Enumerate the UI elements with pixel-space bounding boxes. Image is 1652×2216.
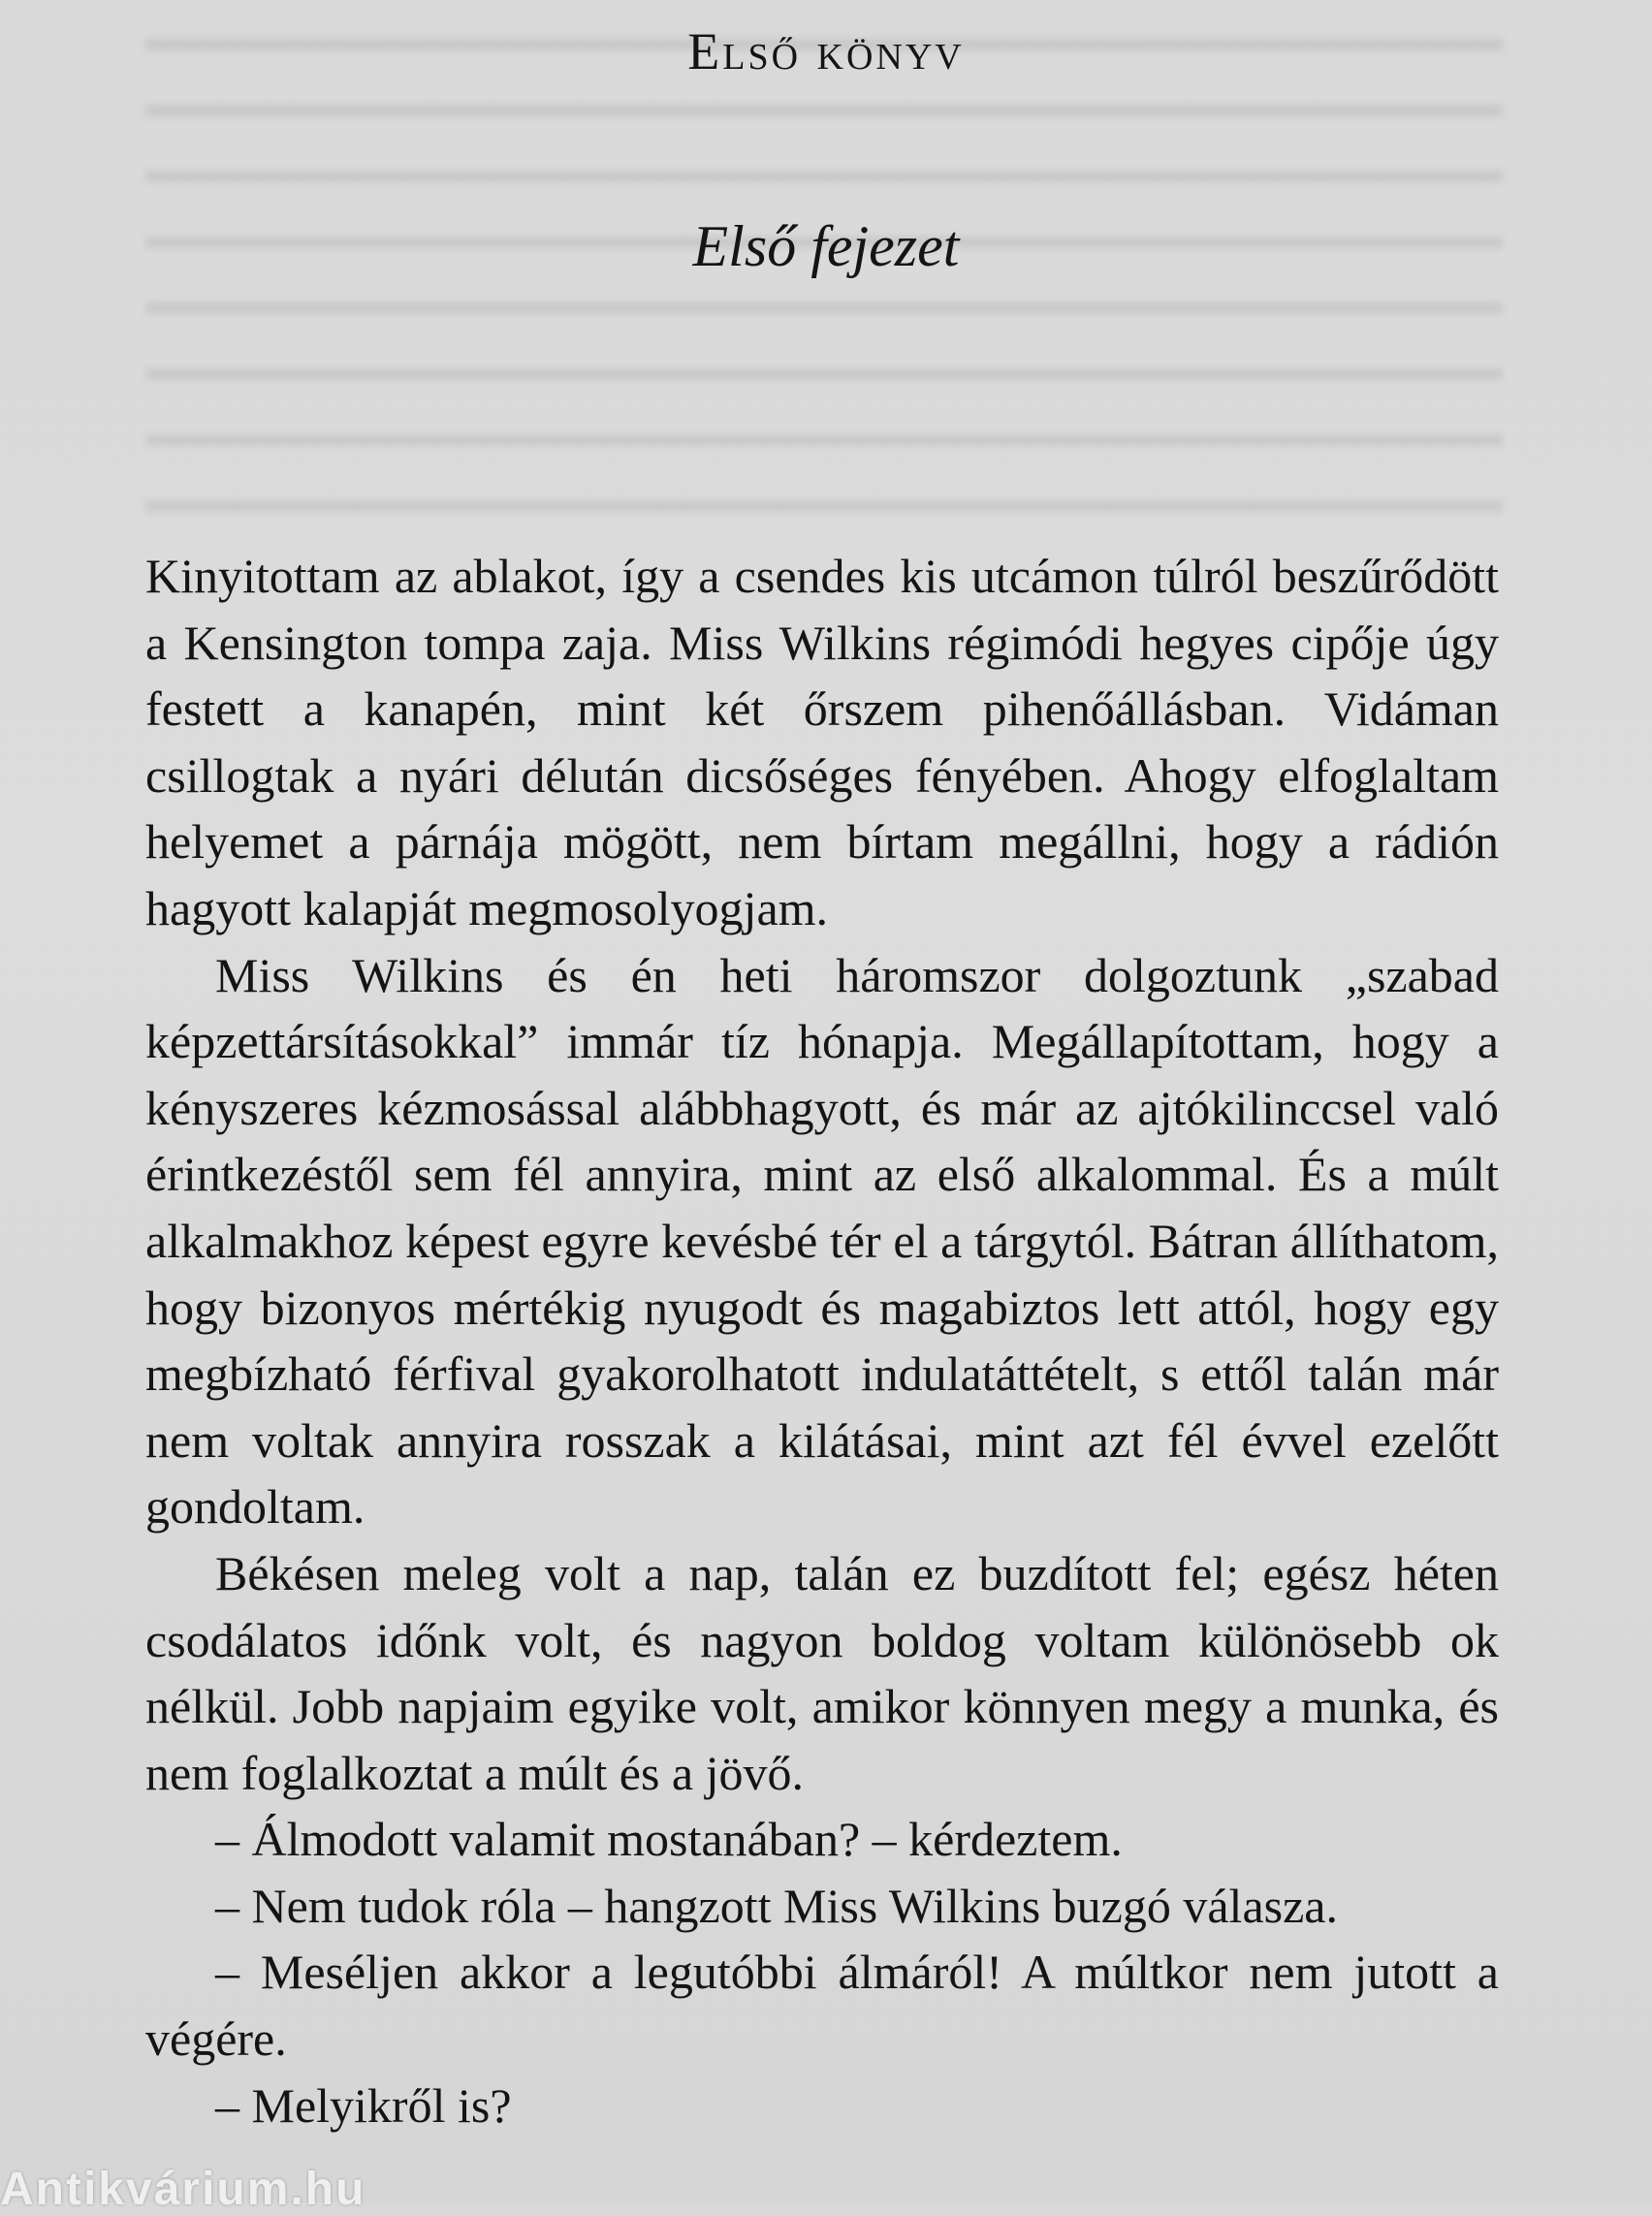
body-text (145, 543, 1499, 2138)
paragraph: Miss Wilkins és én heti háromszor dolgoztunk „szabad képzettársításokkal” immár tíz hónapja. Megállapítottam, hogy a kényszeres kézmosással alábbhagyott, és már az ajtókilinccsel való érintkezéstől sem fél annyira, mint az első alkalommal. És a múlt alkalmakhoz képest egyre kevésbé tér el a tárgytól. Bátran állíthatom, hogy bizonyos mértékig nyugodt és magabiztos lett attól, hogy egy megbízható férfival gyakorolhatott indulatáttételt, s ettől talán már nem voltak annyira rosszak a kilátásai, mint azt fél évvel ezelőtt gondoltam. (145, 947, 1499, 1535)
paragraph: Kinyitottam az ablakot, így a csendes kis utcámon túlról beszűrődött a Kensington tompa zaja. Miss Wilkins régimódi hegyes cipője úgy festett a kanapén, mint két őrszem pihenőállásban. Vidáman csillogtak a nyári délután dicsőséges fényében. Ahogy elfoglaltam helyemet a párnája mögött, nem bírtam megállni, hogy a rádión hagyott kalapját megmosolyogjam. (145, 549, 1499, 935)
dialogue-line: – Álmodott valamit mostanában? – kérdeztem. (215, 1812, 1123, 1867)
paragraph: Békésen meleg volt a nap, talán ez buzdított fel; egész héten csodálatos időnk volt, és nagyon boldog voltam különösebb ok nélkül. Jobb napjaim egyike volt, amikor könnyen megy a munka, és nem foglalkoztat a múlt és a jövő. (145, 1545, 1499, 1800)
dialogue-line: – Nem tudok róla – hangzott Miss Wilkins buzgó válasza. (215, 1878, 1338, 1933)
watermark: Antikvárium.hu (0, 2164, 366, 2215)
dialogue-line: – Melyikről is? (215, 2077, 512, 2133)
book-title: Első könyv (687, 22, 965, 80)
chapter-title: Első fejezet (692, 214, 960, 278)
dialogue-line: – Meséljen akkor a legutóbbi álmáról! A múltkor nem jutott a végére. (145, 1945, 1499, 2067)
